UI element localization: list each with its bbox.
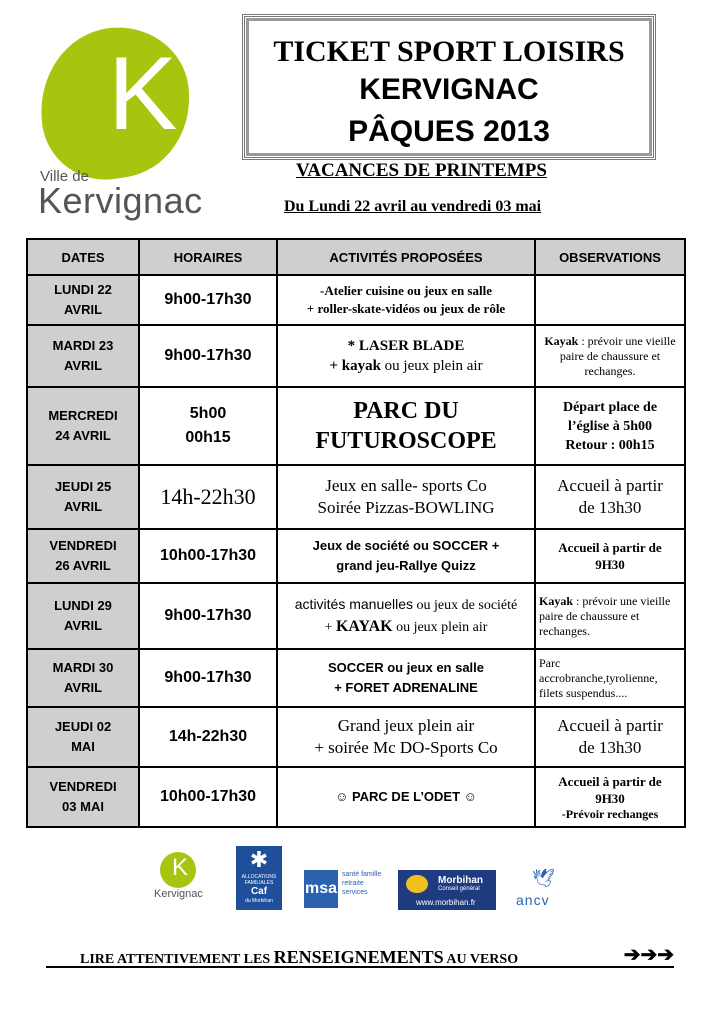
date-month: 03 MAI — [62, 799, 104, 814]
activity-line: FUTUROSCOPE — [315, 428, 497, 454]
date-cell — [27, 649, 139, 707]
activity-line: grand jeu-Rallye Quizz — [336, 558, 476, 573]
activity-line: Grand jeux plein air — [337, 716, 475, 735]
observation-kayak: Kayak — [539, 593, 574, 608]
observation-cell: Parc accrobranche,tyrolienne, filets suspendus.... — [535, 649, 685, 707]
table-header-row — [27, 239, 685, 275]
observation-line: -Prévoir rechanges — [561, 806, 659, 821]
header-activites: ACTIVITÉS PROPOSÉES — [277, 239, 535, 275]
date-day: VENDREDI — [49, 779, 117, 794]
observation-cell — [535, 529, 685, 583]
footer-part-1: LIRE ATTENTIVEMENT LES — [80, 952, 274, 967]
observation-cell — [535, 465, 685, 529]
date-day: LUNDI 29 — [54, 598, 112, 613]
hours-cell: 9h00-17h30 — [139, 275, 277, 325]
logo-kervignac: Kervignac — [38, 180, 203, 221]
activity-line: + FORET ADRENALINE — [334, 680, 478, 695]
date-day: MERCREDI — [48, 408, 118, 423]
date-month: AVRIL — [63, 358, 103, 373]
schedule-table — [26, 238, 686, 828]
table-row — [27, 465, 685, 529]
subtitle-period: VACANCES DE PRINTEMPS — [296, 160, 547, 181]
activity-line: Jeux de société ou SOCCER + — [312, 538, 500, 553]
observation-text: : prévoir une vieille paire de chaussure et rechanges. — [539, 593, 671, 638]
date-month: AVRIL — [63, 618, 103, 633]
date-cell — [27, 275, 139, 325]
observation-line: 9H30 — [595, 790, 625, 806]
observation-line: 9H30 — [595, 557, 625, 572]
hours-cell: 9h00-17h30 — [139, 325, 277, 387]
date-month: AVRIL — [63, 680, 103, 695]
activity-line: + roller-skate-vidéos ou jeux de rôle — [306, 301, 506, 316]
date-day: MARDI 30 — [52, 660, 114, 675]
date-cell — [27, 387, 139, 465]
morbihan-url: www.morbihan.fr — [416, 898, 476, 907]
caf-line: FAMILIALES — [244, 880, 274, 886]
observation-cell — [535, 767, 685, 827]
table-row — [27, 275, 685, 325]
activity-line: SOCCER ou jeux en salle — [327, 660, 485, 675]
kervignac-logo — [36, 28, 222, 228]
date-cell — [27, 767, 139, 827]
activity-line: * LASER BLADE — [347, 338, 465, 354]
observation-cell — [535, 275, 685, 325]
table-row — [27, 707, 685, 767]
table-row — [27, 387, 685, 465]
caf-logo — [236, 846, 282, 910]
activity-cell — [277, 583, 535, 649]
caf-line: Caf — [250, 886, 268, 897]
activity-line: + soirée Mc DO-Sports Co — [314, 738, 498, 757]
title-line-1: TICKET SPORT LOISIRS — [273, 35, 625, 68]
table-row — [27, 583, 685, 649]
date-day: LUNDI 22 — [54, 282, 112, 297]
table-row — [27, 325, 685, 387]
activity-cell — [277, 387, 535, 465]
activity-cell — [277, 649, 535, 707]
activity-cell: ☺ PARC DE L’ODET ☺ — [277, 767, 535, 827]
hours-cell: 14h-22h30 — [139, 465, 277, 529]
msa-text: santé famille retraite services — [342, 871, 382, 896]
hours-start: 5h00 — [189, 405, 227, 422]
morbihan-emblem-icon — [406, 875, 428, 893]
table-row — [27, 529, 685, 583]
subtitle-dates: Du Lundi 22 avril au vendredi 03 mai — [284, 198, 542, 215]
observation-cell — [535, 387, 685, 465]
observation-text: : prévoir une vieille paire de chaussure et rechanges. — [559, 333, 676, 378]
activity-line: -Atelier cuisine ou jeux en salle — [320, 283, 492, 298]
morbihan-name: Morbihan — [438, 875, 483, 886]
activity-line: ou jeux de société — [413, 598, 518, 613]
observation-line: l’église à 5h00 — [568, 418, 652, 434]
observation-cell — [535, 707, 685, 767]
title-line-2: KERVIGNAC — [359, 73, 539, 106]
morbihan-logo — [398, 870, 496, 910]
date-cell — [27, 465, 139, 529]
date-month: AVRIL — [63, 499, 103, 514]
title-line-3: PÂQUES 2013 — [348, 115, 550, 148]
activity-cell — [277, 465, 535, 529]
ancv-label: ancv — [516, 892, 550, 908]
activity-plus: + — [324, 620, 336, 635]
observation-line: Accueil à partir de — [558, 773, 662, 789]
observation-line: Accueil à partir de — [558, 540, 662, 555]
activity-line: Soirée Pizzas-BOWLING — [317, 498, 495, 517]
activity-line: ou jeux plein air — [380, 358, 483, 374]
header-observations: OBSERVATIONS — [535, 239, 685, 275]
activity-kayak: + kayak — [329, 358, 381, 374]
small-logo-letter: K — [172, 854, 189, 881]
msa-box: msa — [304, 870, 338, 908]
activity-cell — [277, 707, 535, 767]
observation-line: Départ place de — [562, 399, 658, 415]
observation-line: Accueil à partir — [557, 476, 663, 495]
hours-cell: 9h00-17h30 — [139, 583, 277, 649]
date-month: 24 AVRIL — [55, 428, 111, 443]
hours-cell: 10h00-17h30 — [139, 529, 277, 583]
observation-line: Accueil à partir — [557, 716, 663, 735]
date-day: JEUDI 25 — [54, 479, 112, 494]
activity-line: PARC DU — [353, 398, 459, 424]
date-day: JEUDI 02 — [54, 719, 112, 734]
observation-line: de 13h30 — [578, 738, 642, 757]
footer-part-3: AU VERSO — [443, 952, 519, 967]
date-month: 26 AVRIL — [55, 558, 111, 573]
title-box — [242, 14, 656, 160]
observation-cell — [535, 583, 685, 649]
date-cell — [27, 325, 139, 387]
activity-line: Jeux en salle- sports Co — [325, 476, 487, 495]
observation-kayak: Kayak — [544, 333, 579, 348]
morbihan-sub: Conseil général — [438, 886, 480, 892]
activity-manuelles: activités manuelles — [294, 596, 414, 612]
caf-line: ALLOCATIONS — [241, 874, 277, 880]
date-cell — [27, 707, 139, 767]
activity-kayak: KAYAK — [335, 618, 393, 635]
activity-cell — [277, 529, 535, 583]
date-month: MAI — [71, 739, 95, 754]
kervignac-small-logo — [154, 852, 210, 912]
date-cell — [27, 529, 139, 583]
header-dates: DATES — [27, 239, 139, 275]
caf-line: du Morbihan — [245, 898, 273, 904]
hours-cell: 14h-22h30 — [139, 707, 277, 767]
hours-cell — [139, 387, 277, 465]
partner-logos — [0, 840, 725, 920]
footer-part-2: RENSEIGNEMENTS — [273, 947, 444, 967]
table-row — [27, 649, 685, 707]
date-day: MARDI 23 — [52, 338, 114, 353]
date-day: VENDREDI — [49, 538, 117, 553]
hours-end: 00h15 — [185, 429, 231, 446]
ancv-logo — [516, 868, 576, 912]
footer-notice — [46, 944, 674, 968]
logo-letter: K — [108, 36, 178, 152]
observation-line: de 13h30 — [578, 498, 642, 517]
activity-cell — [277, 325, 535, 387]
hours-cell: 10h00-17h30 — [139, 767, 277, 827]
observation-cell — [535, 325, 685, 387]
logo-ville-de: Ville de — [40, 168, 89, 185]
table-row — [27, 767, 685, 827]
date-cell — [27, 583, 139, 649]
activity-cell — [277, 275, 535, 325]
date-month: AVRIL — [63, 302, 103, 317]
msa-logo — [304, 870, 386, 910]
footer-text — [80, 947, 518, 968]
activity-line: ou jeux plein air — [392, 620, 488, 635]
header-horaires: HORAIRES — [139, 239, 277, 275]
arrows-icon: ➔➔➔ — [623, 944, 674, 966]
ancv-bird-icon: 🕊 — [532, 868, 555, 888]
small-logo-name: Kervignac — [154, 888, 203, 900]
observation-line: Retour : 00h15 — [565, 437, 655, 453]
caf-emblem-icon: ✱ — [249, 847, 269, 872]
hours-cell: 9h00-17h30 — [139, 649, 277, 707]
